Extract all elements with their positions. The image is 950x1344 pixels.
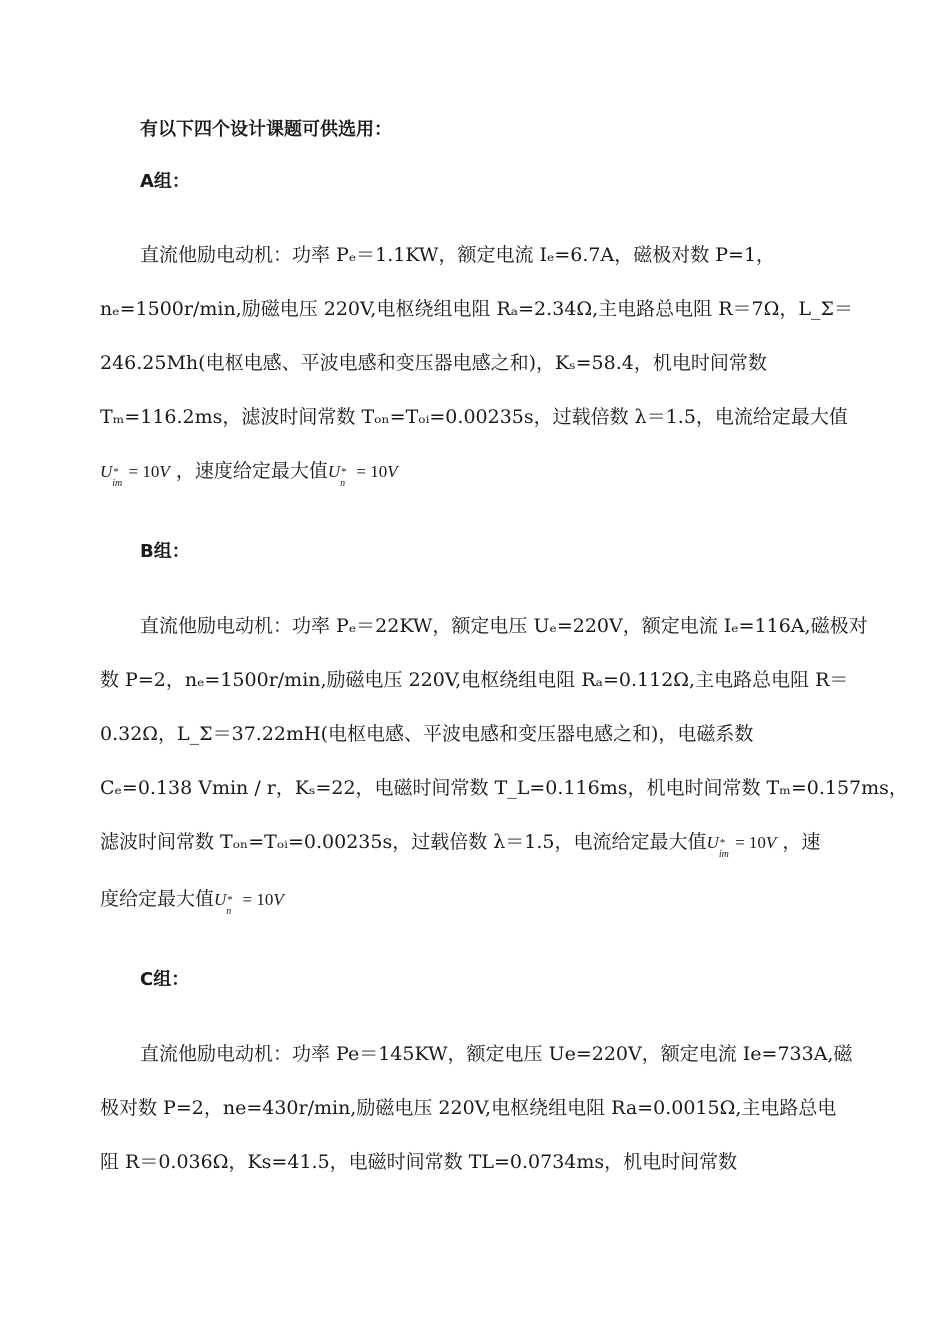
group-b-heading: B组：	[140, 541, 190, 562]
current-reference-formula: U * im = 10V	[706, 833, 777, 861]
group-a-line-4: Tₘ=116.2ms，滤波时间常数 Tₒₙ=Tₒᵢ=0.00235s，过载倍数 λ＝1.5，电流给定最大值	[100, 406, 848, 428]
current-reference-formula: U * im = 10V	[100, 462, 170, 490]
group-b-line-3: 0.32Ω，L_Σ＝37.22mH(电枢电感、平波电感和变压器电感之和)，电磁系数	[100, 723, 754, 745]
group-b-line-5	[100, 830, 821, 861]
group-b-line-5-suffix: ，速	[782, 831, 821, 853]
group-b-line-2: 数 P=2，nₑ=1500r/min,励磁电压 220V,电枢绕组电阻 Rₐ=0.112Ω,主电路总电阻 R＝	[100, 669, 849, 691]
group-a-line-3: 246.25Mh(电枢电感、平波电感和变压器电感之和)，Kₛ=58.4，机电时间常数	[100, 352, 767, 374]
group-c-line-3: 阻 R＝0.036Ω，Ks=41.5，电磁时间常数 TL=0.0734ms，机电时间常数	[100, 1151, 738, 1173]
group-a-line-5	[100, 459, 398, 490]
group-a-heading: A组：	[140, 171, 190, 192]
group-c-line-2: 极对数 P=2，ne=430r/min,励磁电压 220V,电枢绕组电阻 Ra=0.0015Ω,主电路总电	[100, 1097, 837, 1119]
group-b-line-4: Cₑ=0.138 Vmin / r，Kₛ=22，电磁时间常数 T_L=0.116ms，机电时间常数 Tₘ=0.157ms，	[100, 777, 908, 799]
group-b-line-6	[100, 887, 284, 918]
group-c-line-1: 直流他励电动机：功率 Pe＝145KW，额定电压 Ue=220V，额定电流 Ie=733A,磁	[140, 1043, 853, 1065]
group-b-line-5-text: 滤波时间常数 Tₒₙ=Tₒᵢ=0.00235s，过载倍数 λ＝1.5，电流给定最大值	[100, 831, 707, 853]
speed-reference-label: 度给定最大值	[100, 888, 215, 910]
intro-text: 有以下四个设计课题可供选用：	[140, 119, 392, 140]
group-a-line-2: nₑ=1500r/min,励磁电压 220V,电枢绕组电阻 Rₐ=2.34Ω,主电路总电阻 R＝7Ω，L_Σ＝	[100, 298, 853, 320]
group-a-line-1: 直流他励电动机：功率 Pₑ＝1.1KW，额定电流 Iₑ=6.7A，磁极对数 P=1，	[140, 244, 776, 266]
group-c-heading: C组：	[140, 969, 190, 990]
speed-reference-formula: U * n = 10V	[214, 890, 284, 918]
speed-reference-label: ，速度给定最大值	[175, 460, 328, 482]
group-b-line-1: 直流他励电动机：功率 Pₑ＝22KW，额定电压 Uₑ=220V，额定电流 Iₑ=116A,磁极对	[140, 615, 868, 637]
speed-reference-formula: U * n = 10V	[327, 462, 398, 490]
